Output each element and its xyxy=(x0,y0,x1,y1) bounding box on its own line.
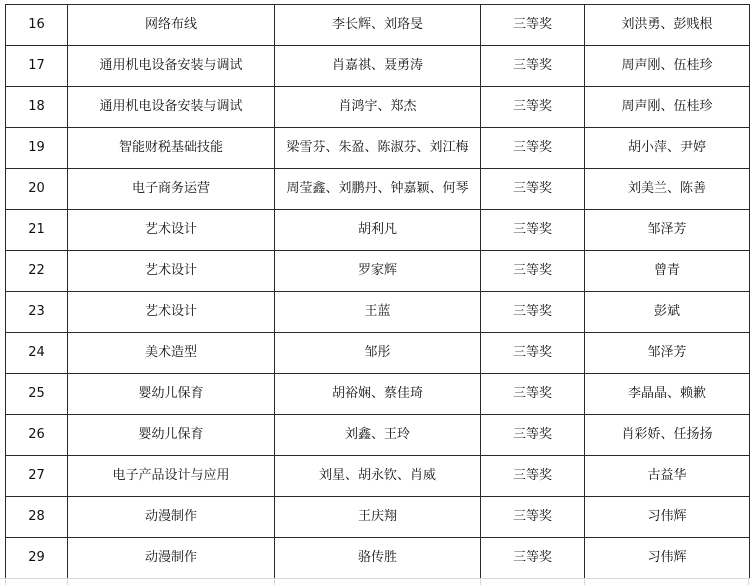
student-names-cell[interactable]: 梁雪芬、朱盈、陈淑芬、刘江梅 xyxy=(275,128,481,169)
award-level-cell[interactable]: 三等奖 xyxy=(481,497,585,538)
coach-names-cell[interactable]: 刘美兰、陈善 xyxy=(585,169,750,210)
coach-names-cell[interactable]: 胡小萍、尹婷 xyxy=(585,128,750,169)
row-number-cell[interactable]: 21 xyxy=(6,210,68,251)
table-row xyxy=(6,210,750,251)
table-row xyxy=(6,497,750,538)
table-row xyxy=(6,415,750,456)
row-number-cell[interactable]: 16 xyxy=(6,5,68,46)
student-names-cell[interactable]: 肖鸿宇、郑杰 xyxy=(275,87,481,128)
row-number-cell[interactable]: 19 xyxy=(6,128,68,169)
event-cell[interactable]: 智能财税基础技能 xyxy=(68,128,275,169)
coach-names-cell[interactable]: 习伟辉 xyxy=(585,497,750,538)
student-names-cell[interactable]: 骆传胜 xyxy=(275,538,481,579)
coach-names-cell[interactable]: 周声刚、伍桂珍 xyxy=(585,46,750,87)
event-cell[interactable]: 电子商务运营 xyxy=(68,169,275,210)
award-level-cell[interactable]: 三等奖 xyxy=(481,5,585,46)
award-level-cell[interactable]: 三等奖 xyxy=(481,210,585,251)
table-row xyxy=(6,292,750,333)
coach-names-cell[interactable]: 邹泽芳 xyxy=(585,210,750,251)
student-names-cell[interactable]: 胡裕娴、蔡佳琦 xyxy=(275,374,481,415)
event-cell[interactable]: 艺术设计 xyxy=(68,251,275,292)
event-cell[interactable]: 网络布线 xyxy=(68,5,275,46)
event-cell[interactable]: 艺术设计 xyxy=(68,210,275,251)
coach-names-cell[interactable]: 周声刚、伍桂珍 xyxy=(585,87,750,128)
grid-line xyxy=(274,579,275,585)
table-row xyxy=(6,538,750,579)
row-number-cell[interactable]: 25 xyxy=(6,374,68,415)
table-row xyxy=(6,128,750,169)
table-row xyxy=(6,333,750,374)
grid-line xyxy=(67,579,68,585)
grid-line xyxy=(480,579,481,585)
award-level-cell[interactable]: 三等奖 xyxy=(481,87,585,128)
award-table-body xyxy=(6,5,750,579)
award-level-cell[interactable]: 三等奖 xyxy=(481,456,585,497)
student-names-cell[interactable]: 刘星、胡永钦、肖威 xyxy=(275,456,481,497)
award-level-cell[interactable]: 三等奖 xyxy=(481,169,585,210)
student-names-cell[interactable]: 胡利凡 xyxy=(275,210,481,251)
event-cell[interactable]: 动漫制作 xyxy=(68,538,275,579)
student-names-cell[interactable]: 王蓝 xyxy=(275,292,481,333)
table-row xyxy=(6,5,750,46)
table-row xyxy=(6,169,750,210)
coach-names-cell[interactable]: 曾青 xyxy=(585,251,750,292)
row-number-cell[interactable]: 28 xyxy=(6,497,68,538)
coach-names-cell[interactable]: 彭斌 xyxy=(585,292,750,333)
student-names-cell[interactable]: 王庆翔 xyxy=(275,497,481,538)
event-cell[interactable]: 婴幼儿保育 xyxy=(68,374,275,415)
award-level-cell[interactable]: 三等奖 xyxy=(481,46,585,87)
row-number-cell[interactable]: 29 xyxy=(6,538,68,579)
coach-names-cell[interactable]: 李晶晶、赖歉 xyxy=(585,374,750,415)
award-level-cell[interactable]: 三等奖 xyxy=(481,251,585,292)
award-level-cell[interactable]: 三等奖 xyxy=(481,333,585,374)
row-number-cell[interactable]: 27 xyxy=(6,456,68,497)
student-names-cell[interactable]: 李长辉、刘珞旻 xyxy=(275,5,481,46)
row-number-cell[interactable]: 26 xyxy=(6,415,68,456)
coach-names-cell[interactable]: 肖彩娇、任扬扬 xyxy=(585,415,750,456)
event-cell[interactable]: 通用机电设备安装与调试 xyxy=(68,46,275,87)
award-level-cell[interactable]: 三等奖 xyxy=(481,415,585,456)
coach-names-cell[interactable]: 刘洪勇、彭贱根 xyxy=(585,5,750,46)
student-names-cell[interactable]: 刘鑫、王玲 xyxy=(275,415,481,456)
award-level-cell[interactable]: 三等奖 xyxy=(481,128,585,169)
row-number-cell[interactable]: 20 xyxy=(6,169,68,210)
student-names-cell[interactable]: 肖嘉祺、聂勇涛 xyxy=(275,46,481,87)
event-cell[interactable]: 动漫制作 xyxy=(68,497,275,538)
row-number-cell[interactable]: 22 xyxy=(6,251,68,292)
table-row xyxy=(6,87,750,128)
coach-names-cell[interactable]: 习伟辉 xyxy=(585,538,750,579)
student-names-cell[interactable]: 邹彤 xyxy=(275,333,481,374)
coach-names-cell[interactable]: 邹泽芳 xyxy=(585,333,750,374)
event-cell[interactable]: 美术造型 xyxy=(68,333,275,374)
table-row xyxy=(6,251,750,292)
table-row xyxy=(6,46,750,87)
event-cell[interactable]: 通用机电设备安装与调试 xyxy=(68,87,275,128)
table-row xyxy=(6,456,750,497)
grid-line xyxy=(748,579,749,585)
award-level-cell[interactable]: 三等奖 xyxy=(481,374,585,415)
grid-line xyxy=(5,579,6,585)
row-number-cell[interactable]: 17 xyxy=(6,46,68,87)
grid-line xyxy=(584,579,585,585)
row-number-cell[interactable]: 18 xyxy=(6,87,68,128)
event-cell[interactable]: 婴幼儿保育 xyxy=(68,415,275,456)
award-level-cell[interactable]: 三等奖 xyxy=(481,292,585,333)
student-names-cell[interactable]: 周莹鑫、刘鹏丹、钟嘉颖、何琴 xyxy=(275,169,481,210)
row-number-cell[interactable]: 24 xyxy=(6,333,68,374)
award-level-cell[interactable]: 三等奖 xyxy=(481,538,585,579)
event-cell[interactable]: 电子产品设计与应用 xyxy=(68,456,275,497)
table-row xyxy=(6,374,750,415)
event-cell[interactable]: 艺术设计 xyxy=(68,292,275,333)
row-number-cell[interactable]: 23 xyxy=(6,292,68,333)
coach-names-cell[interactable]: 古益华 xyxy=(585,456,750,497)
award-table xyxy=(5,4,750,579)
student-names-cell[interactable]: 罗家辉 xyxy=(275,251,481,292)
